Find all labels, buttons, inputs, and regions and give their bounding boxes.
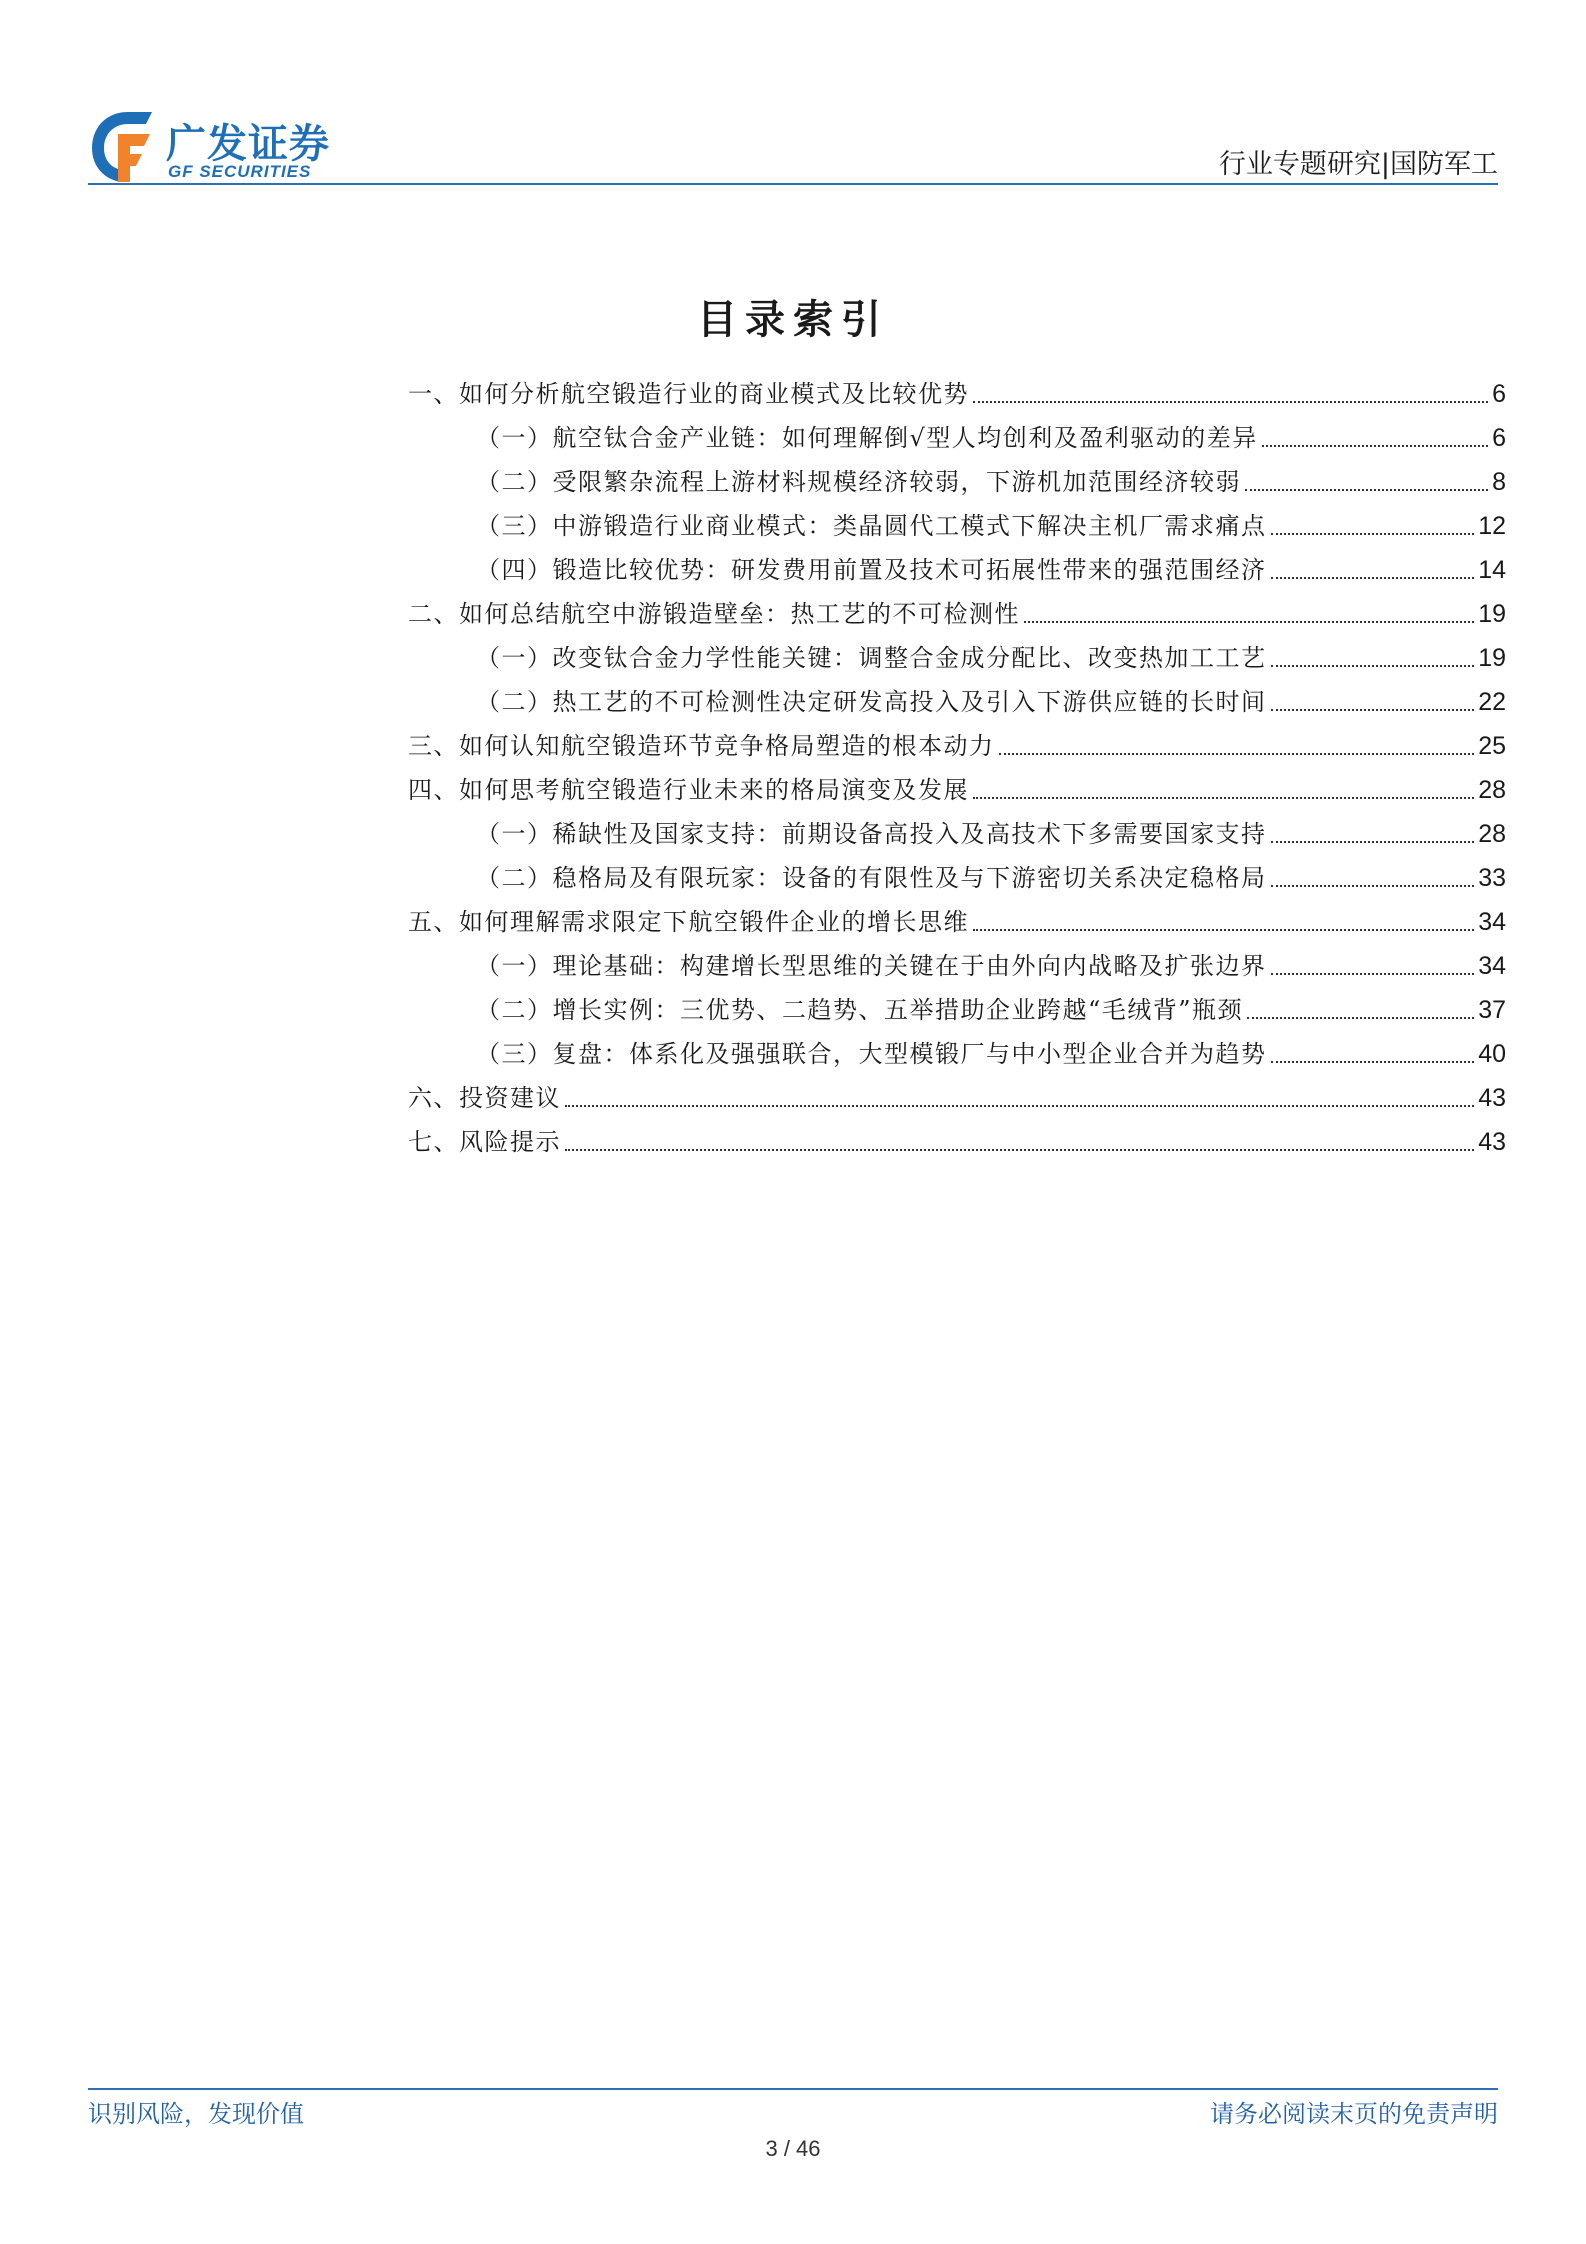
toc-dot-leader — [973, 797, 1474, 799]
toc-entry-page: 34 — [1478, 908, 1506, 936]
toc-entry-title: 七、风险提示 — [408, 1128, 561, 1156]
footer-disclaimer-note: 请务必阅读末页的免责声明 — [1210, 2100, 1498, 2128]
page-number: 3 / 46 — [765, 2136, 821, 2161]
toc-entry-title: 六、投资建议 — [408, 1084, 561, 1112]
toc-entry-page: 34 — [1478, 952, 1506, 980]
toc-entry-title: （三）复盘：体系化及强强联合，大型模锻厂与中小型企业合并为趋势 — [476, 1040, 1267, 1068]
toc-dot-leader — [1262, 445, 1488, 447]
footer-slogan: 识别风险，发现价值 — [88, 2100, 304, 2128]
toc-entry[interactable] — [408, 1025, 1506, 1069]
toc-entry[interactable] — [408, 585, 1506, 629]
toc-dot-leader — [1271, 577, 1475, 579]
toc-entry-page: 40 — [1478, 1040, 1506, 1068]
toc-dot-leader — [1271, 709, 1475, 711]
toc-entry[interactable] — [408, 453, 1506, 497]
toc-entry-page: 37 — [1478, 996, 1506, 1024]
header-divider — [88, 183, 1498, 185]
toc-entry-title: （二）稳格局及有限玩家：设备的有限性及与下游密切关系决定稳格局 — [476, 864, 1267, 892]
toc-dot-leader — [1271, 841, 1475, 843]
brand-logo — [88, 108, 348, 188]
toc-dot-leader — [973, 401, 1488, 403]
toc-entry-page: 28 — [1478, 820, 1506, 848]
toc-dot-leader — [565, 1149, 1474, 1151]
page-title: 目录索引 — [697, 296, 889, 343]
toc-dot-leader — [973, 929, 1474, 931]
toc-entry[interactable] — [408, 1113, 1506, 1157]
toc-entry-page: 14 — [1478, 556, 1506, 584]
toc-entry-page: 12 — [1478, 512, 1506, 540]
toc-entry-page: 43 — [1478, 1084, 1506, 1112]
toc-entry[interactable] — [408, 1069, 1506, 1113]
toc-entry-page: 8 — [1492, 468, 1506, 496]
toc-entry[interactable] — [408, 365, 1506, 409]
toc-entry-title: （一）稀缺性及国家支持：前期设备高投入及高技术下多需要国家支持 — [476, 820, 1267, 848]
footer-divider — [88, 2088, 1498, 2090]
toc-dot-leader — [999, 753, 1475, 755]
toc-entry-title: （二）增长实例：三优势、二趋势、五举措助企业跨越“毛绒背”瓶颈 — [476, 996, 1244, 1024]
toc-entry[interactable] — [408, 673, 1506, 717]
toc-entry-title: （一）理论基础：构建增长型思维的关键在于由外向内战略及扩张边界 — [476, 952, 1267, 980]
toc-dot-leader — [1271, 885, 1475, 887]
toc-entry[interactable] — [408, 981, 1506, 1025]
toc-dot-leader — [565, 1105, 1474, 1107]
toc-entry-page: 33 — [1478, 864, 1506, 892]
toc-dot-leader — [1247, 1017, 1474, 1019]
toc-dot-leader — [1024, 621, 1474, 623]
gf-logo-mark-icon — [88, 108, 160, 184]
toc-entry-page: 25 — [1478, 732, 1506, 760]
toc-entry-title: （一）航空钛合金产业链：如何理解倒√型人均创利及盈利驱动的差异 — [476, 424, 1258, 452]
toc-entry-title: 三、如何认知航空锻造环节竞争格局塑造的根本动力 — [408, 732, 995, 760]
toc-entry[interactable] — [408, 541, 1506, 585]
toc-entry[interactable] — [408, 717, 1506, 761]
toc-entry[interactable] — [408, 805, 1506, 849]
toc-entry[interactable] — [408, 849, 1506, 893]
brand-name-cn: 广发证券 — [166, 121, 330, 167]
toc-entry[interactable] — [408, 893, 1506, 937]
toc-entry-page: 28 — [1478, 776, 1506, 804]
toc-dot-leader — [1245, 489, 1488, 491]
toc-dot-leader — [1271, 973, 1475, 975]
toc-entry-title: 四、如何思考航空锻造行业未来的格局演变及发展 — [408, 776, 969, 804]
toc-entry-page: 19 — [1478, 600, 1506, 628]
toc-entry-title: （一）改变钛合金力学性能关键：调整合金成分配比、改变热加工工艺 — [476, 644, 1267, 672]
toc-entry[interactable] — [408, 761, 1506, 805]
report-category: 行业专题研究|国防军工 — [1218, 149, 1498, 180]
toc-entry-page: 43 — [1478, 1128, 1506, 1156]
toc-entry-title: 二、如何总结航空中游锻造壁垒：热工艺的不可检测性 — [408, 600, 1020, 628]
table-of-contents — [408, 365, 1506, 1157]
toc-dot-leader — [1271, 1061, 1475, 1063]
toc-dot-leader — [1271, 665, 1475, 667]
brand-name-en: GF SECURITIES — [168, 162, 312, 181]
toc-entry[interactable] — [408, 409, 1506, 453]
toc-entry[interactable] — [408, 629, 1506, 673]
toc-entry-title: （三）中游锻造行业商业模式：类晶圆代工模式下解决主机厂需求痛点 — [476, 512, 1267, 540]
toc-entry-title: （四）锻造比较优势：研发费用前置及技术可拓展性带来的强范围经济 — [476, 556, 1267, 584]
toc-entry-page: 6 — [1492, 424, 1506, 452]
toc-entry-page: 6 — [1492, 380, 1506, 408]
toc-entry[interactable] — [408, 497, 1506, 541]
toc-entry-title: 一、如何分析航空锻造行业的商业模式及比较优势 — [408, 380, 969, 408]
toc-entry-title: （二）热工艺的不可检测性决定研发高投入及引入下游供应链的长时间 — [476, 688, 1267, 716]
toc-dot-leader — [1271, 533, 1475, 535]
toc-entry-page: 19 — [1478, 644, 1506, 672]
toc-entry-title: 五、如何理解需求限定下航空锻件企业的增长思维 — [408, 908, 969, 936]
toc-entry-page: 22 — [1478, 688, 1506, 716]
toc-entry-title: （二）受限繁杂流程上游材料规模经济较弱，下游机加范围经济较弱 — [476, 468, 1241, 496]
toc-entry[interactable] — [408, 937, 1506, 981]
